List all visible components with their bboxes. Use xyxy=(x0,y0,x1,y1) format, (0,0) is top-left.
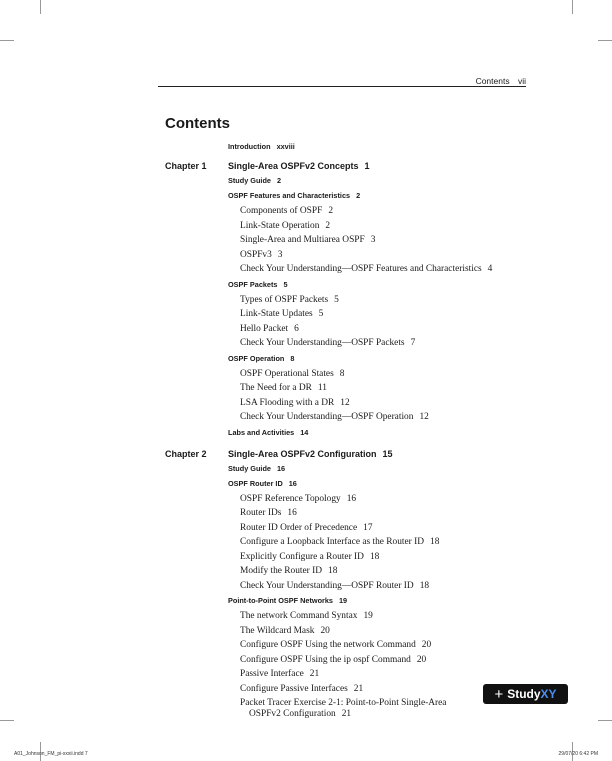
toc-entry-page: 21 xyxy=(353,683,364,694)
toc-entry-title: Types of OSPF Packets xyxy=(240,294,329,305)
toc-entry-title: OSPF Operational States xyxy=(240,368,334,379)
toc-entry xyxy=(240,250,282,260)
chapter-title-page: 1 xyxy=(364,161,370,171)
toc-introduction-title: Introduction xyxy=(228,142,271,151)
toc-section-page: 2 xyxy=(356,191,361,200)
toc-entry-page: 18 xyxy=(419,580,430,591)
toc-section xyxy=(228,191,360,200)
toc-entry-title: The Need for a DR xyxy=(240,383,312,393)
toc-section-title: OSPF Operation xyxy=(228,353,285,363)
toc-section xyxy=(228,280,288,289)
toc-introduction xyxy=(228,142,295,151)
toc-entry-title: Hello Packet xyxy=(240,323,289,334)
toc-section-title: Labs and Activities xyxy=(228,427,295,437)
toc-entry xyxy=(240,523,373,533)
toc-entry xyxy=(240,552,379,562)
toc-entry xyxy=(240,383,327,393)
toc-entry-title: Check Your Understanding—OSPF Router ID xyxy=(240,580,414,591)
toc-entry xyxy=(240,655,426,665)
toc-entry-page: 12 xyxy=(340,397,350,408)
toc-section-title: OSPF Features and Characteristics xyxy=(228,191,351,200)
toc-entry-page: 12 xyxy=(419,412,429,422)
toc-entry-title: Components of OSPF xyxy=(240,206,323,216)
toc-entry-page: 2 xyxy=(325,220,331,231)
chapter-title-title: Single-Area OSPFv2 Concepts xyxy=(228,161,359,171)
toc-entry xyxy=(240,494,356,504)
toc-entry-page: 17 xyxy=(363,522,373,533)
toc-section xyxy=(228,176,281,185)
toc-entry xyxy=(240,221,330,231)
toc-entry-title: LSA Flooding with a DR xyxy=(240,397,335,408)
toc-entry-continued-title: OSPFv2 Configuration xyxy=(249,709,336,719)
toc-entry xyxy=(240,640,431,650)
running-header xyxy=(476,76,526,86)
toc-entry xyxy=(240,264,492,274)
header-rule xyxy=(158,86,526,87)
toc-section-title: Study Guide xyxy=(228,463,271,473)
toc-section-page: 2 xyxy=(276,176,282,185)
crop-mark xyxy=(0,720,14,721)
studyxy-badge xyxy=(483,684,568,704)
toc-entry-page: 19 xyxy=(363,611,373,621)
toc-entry-page: 20 xyxy=(320,625,330,636)
page-title: Contents xyxy=(165,115,230,132)
chapter-title-page: 15 xyxy=(382,448,393,459)
toc-entry-title: The Wildcard Mask xyxy=(240,625,315,636)
toc-entry xyxy=(240,206,333,216)
toc-section-title: Point-to-Point OSPF Networks xyxy=(228,596,333,605)
toc-entry xyxy=(240,581,429,591)
toc-entry xyxy=(240,412,429,422)
toc-entry-title: OSPFv3 xyxy=(240,249,272,260)
toc-entry-page: 18 xyxy=(430,537,440,547)
toc-section-page: 16 xyxy=(288,478,297,488)
crop-mark xyxy=(572,0,573,14)
toc-entry-title: OSPF Reference Topology xyxy=(240,493,341,504)
toc-entry-page: 16 xyxy=(346,493,357,504)
toc-entry-continued xyxy=(249,709,351,719)
toc-entry-page: 20 xyxy=(416,654,427,665)
toc-entry-title: Check Your Understanding—OSPF Features and Characteristics xyxy=(240,264,482,274)
crop-mark xyxy=(40,0,41,14)
toc-entry-page: 18 xyxy=(369,551,380,562)
chapter-title xyxy=(228,161,370,171)
toc-entry-continued-page: 21 xyxy=(341,709,352,719)
toc-entry-title: Configure OSPF Using the ip ospf Command xyxy=(240,654,411,665)
running-header-page: vii xyxy=(517,76,526,86)
toc-section-page: 8 xyxy=(290,353,295,363)
crop-mark xyxy=(0,40,14,41)
toc-entry xyxy=(240,566,337,576)
toc-entry xyxy=(240,669,319,679)
toc-introduction-page: xxviii xyxy=(276,142,295,151)
toc-entry-page: 7 xyxy=(410,338,416,348)
toc-entry-page: 18 xyxy=(328,566,338,576)
toc-section-page: 5 xyxy=(283,279,288,289)
crop-mark xyxy=(598,40,612,41)
toc-entry-title: Check Your Understanding—OSPF Operation xyxy=(240,412,414,422)
toc-entry-title: Configure Passive Interfaces xyxy=(240,683,348,694)
toc-entry-title: Configure a Loopback Interface as the Router ID xyxy=(240,537,425,547)
toc-section-title: Study Guide xyxy=(228,176,271,185)
toc-entry xyxy=(240,537,439,547)
plus-icon: + xyxy=(494,685,504,703)
toc-entry-page: 6 xyxy=(294,323,299,334)
toc-section-page: 14 xyxy=(300,427,309,437)
toc-entry-title: Configure OSPF Using the network Command xyxy=(240,640,416,650)
toc-entry-title: Router ID Order of Precedence xyxy=(240,522,358,533)
chapter-label: Chapter 2 xyxy=(165,448,207,459)
toc-entry-page: 16 xyxy=(287,508,297,518)
toc-entry xyxy=(240,369,344,379)
crop-mark xyxy=(598,720,612,721)
toc-section-page: 19 xyxy=(339,596,348,605)
toc-entry xyxy=(240,338,415,348)
toc-section-title: OSPF Packets xyxy=(228,279,278,289)
toc-entry-title: Router IDs xyxy=(240,508,282,518)
toc-entry-page: 2 xyxy=(328,206,333,216)
toc-entry-page: 5 xyxy=(318,309,324,319)
toc-section-title: OSPF Router ID xyxy=(228,478,283,488)
toc-entry-title: Check Your Understanding—OSPF Packets xyxy=(240,338,405,348)
toc-entry xyxy=(240,309,323,319)
badge-text: Study xyxy=(507,687,541,701)
running-header-title: Contents xyxy=(475,76,510,86)
toc-entry xyxy=(240,324,299,334)
toc-entry-page: 4 xyxy=(487,264,493,274)
chapter-label: Chapter 1 xyxy=(165,161,207,171)
toc-entry xyxy=(240,235,375,245)
toc-entry xyxy=(240,626,330,636)
toc-entry xyxy=(240,611,373,621)
toc-entry-page: 21 xyxy=(309,669,320,679)
toc-entry xyxy=(240,684,363,694)
toc-entry xyxy=(240,508,297,518)
toc-entry xyxy=(240,295,339,305)
toc-section-page: 16 xyxy=(276,463,286,473)
toc-entry-page: 8 xyxy=(339,368,345,379)
toc-entry-title: Packet Tracer Exercise 2-1: Point-to-Point Single-Area xyxy=(240,698,447,708)
toc-entry xyxy=(240,698,446,708)
toc-entry xyxy=(240,398,350,408)
toc-entry-title: Passive Interface xyxy=(240,669,304,679)
toc-entry-title: The network Command Syntax xyxy=(240,611,358,621)
toc-section xyxy=(228,479,297,488)
chapter-title xyxy=(228,449,393,459)
footer-file: A01_Johnson_FM_pi-xxxii.indd 7 xyxy=(14,751,88,757)
chapter-title-title: Single-Area OSPFv2 Configuration xyxy=(228,448,377,459)
toc-entry-page: 3 xyxy=(277,249,283,260)
toc-section xyxy=(228,354,294,363)
toc-entry-title: Explicitly Configure a Router ID xyxy=(240,551,364,562)
toc-section xyxy=(228,464,285,473)
toc-entry-title: Link-State Updates xyxy=(240,309,313,319)
footer-date: 29/07/20 6:42 PM xyxy=(558,751,598,757)
badge-accent: XY xyxy=(540,687,557,701)
toc-section xyxy=(228,428,308,437)
toc-entry-page: 3 xyxy=(370,235,376,245)
toc-entry-title: Modify the Router ID xyxy=(240,566,323,576)
toc-entry-page: 20 xyxy=(421,640,432,650)
toc-entry-page: 11 xyxy=(317,383,327,393)
toc-entry-title: Link-State Operation xyxy=(240,220,320,231)
toc-section xyxy=(228,596,347,605)
toc-entry-title: Single-Area and Multiarea OSPF xyxy=(240,235,365,245)
toc-entry-page: 5 xyxy=(334,294,339,305)
